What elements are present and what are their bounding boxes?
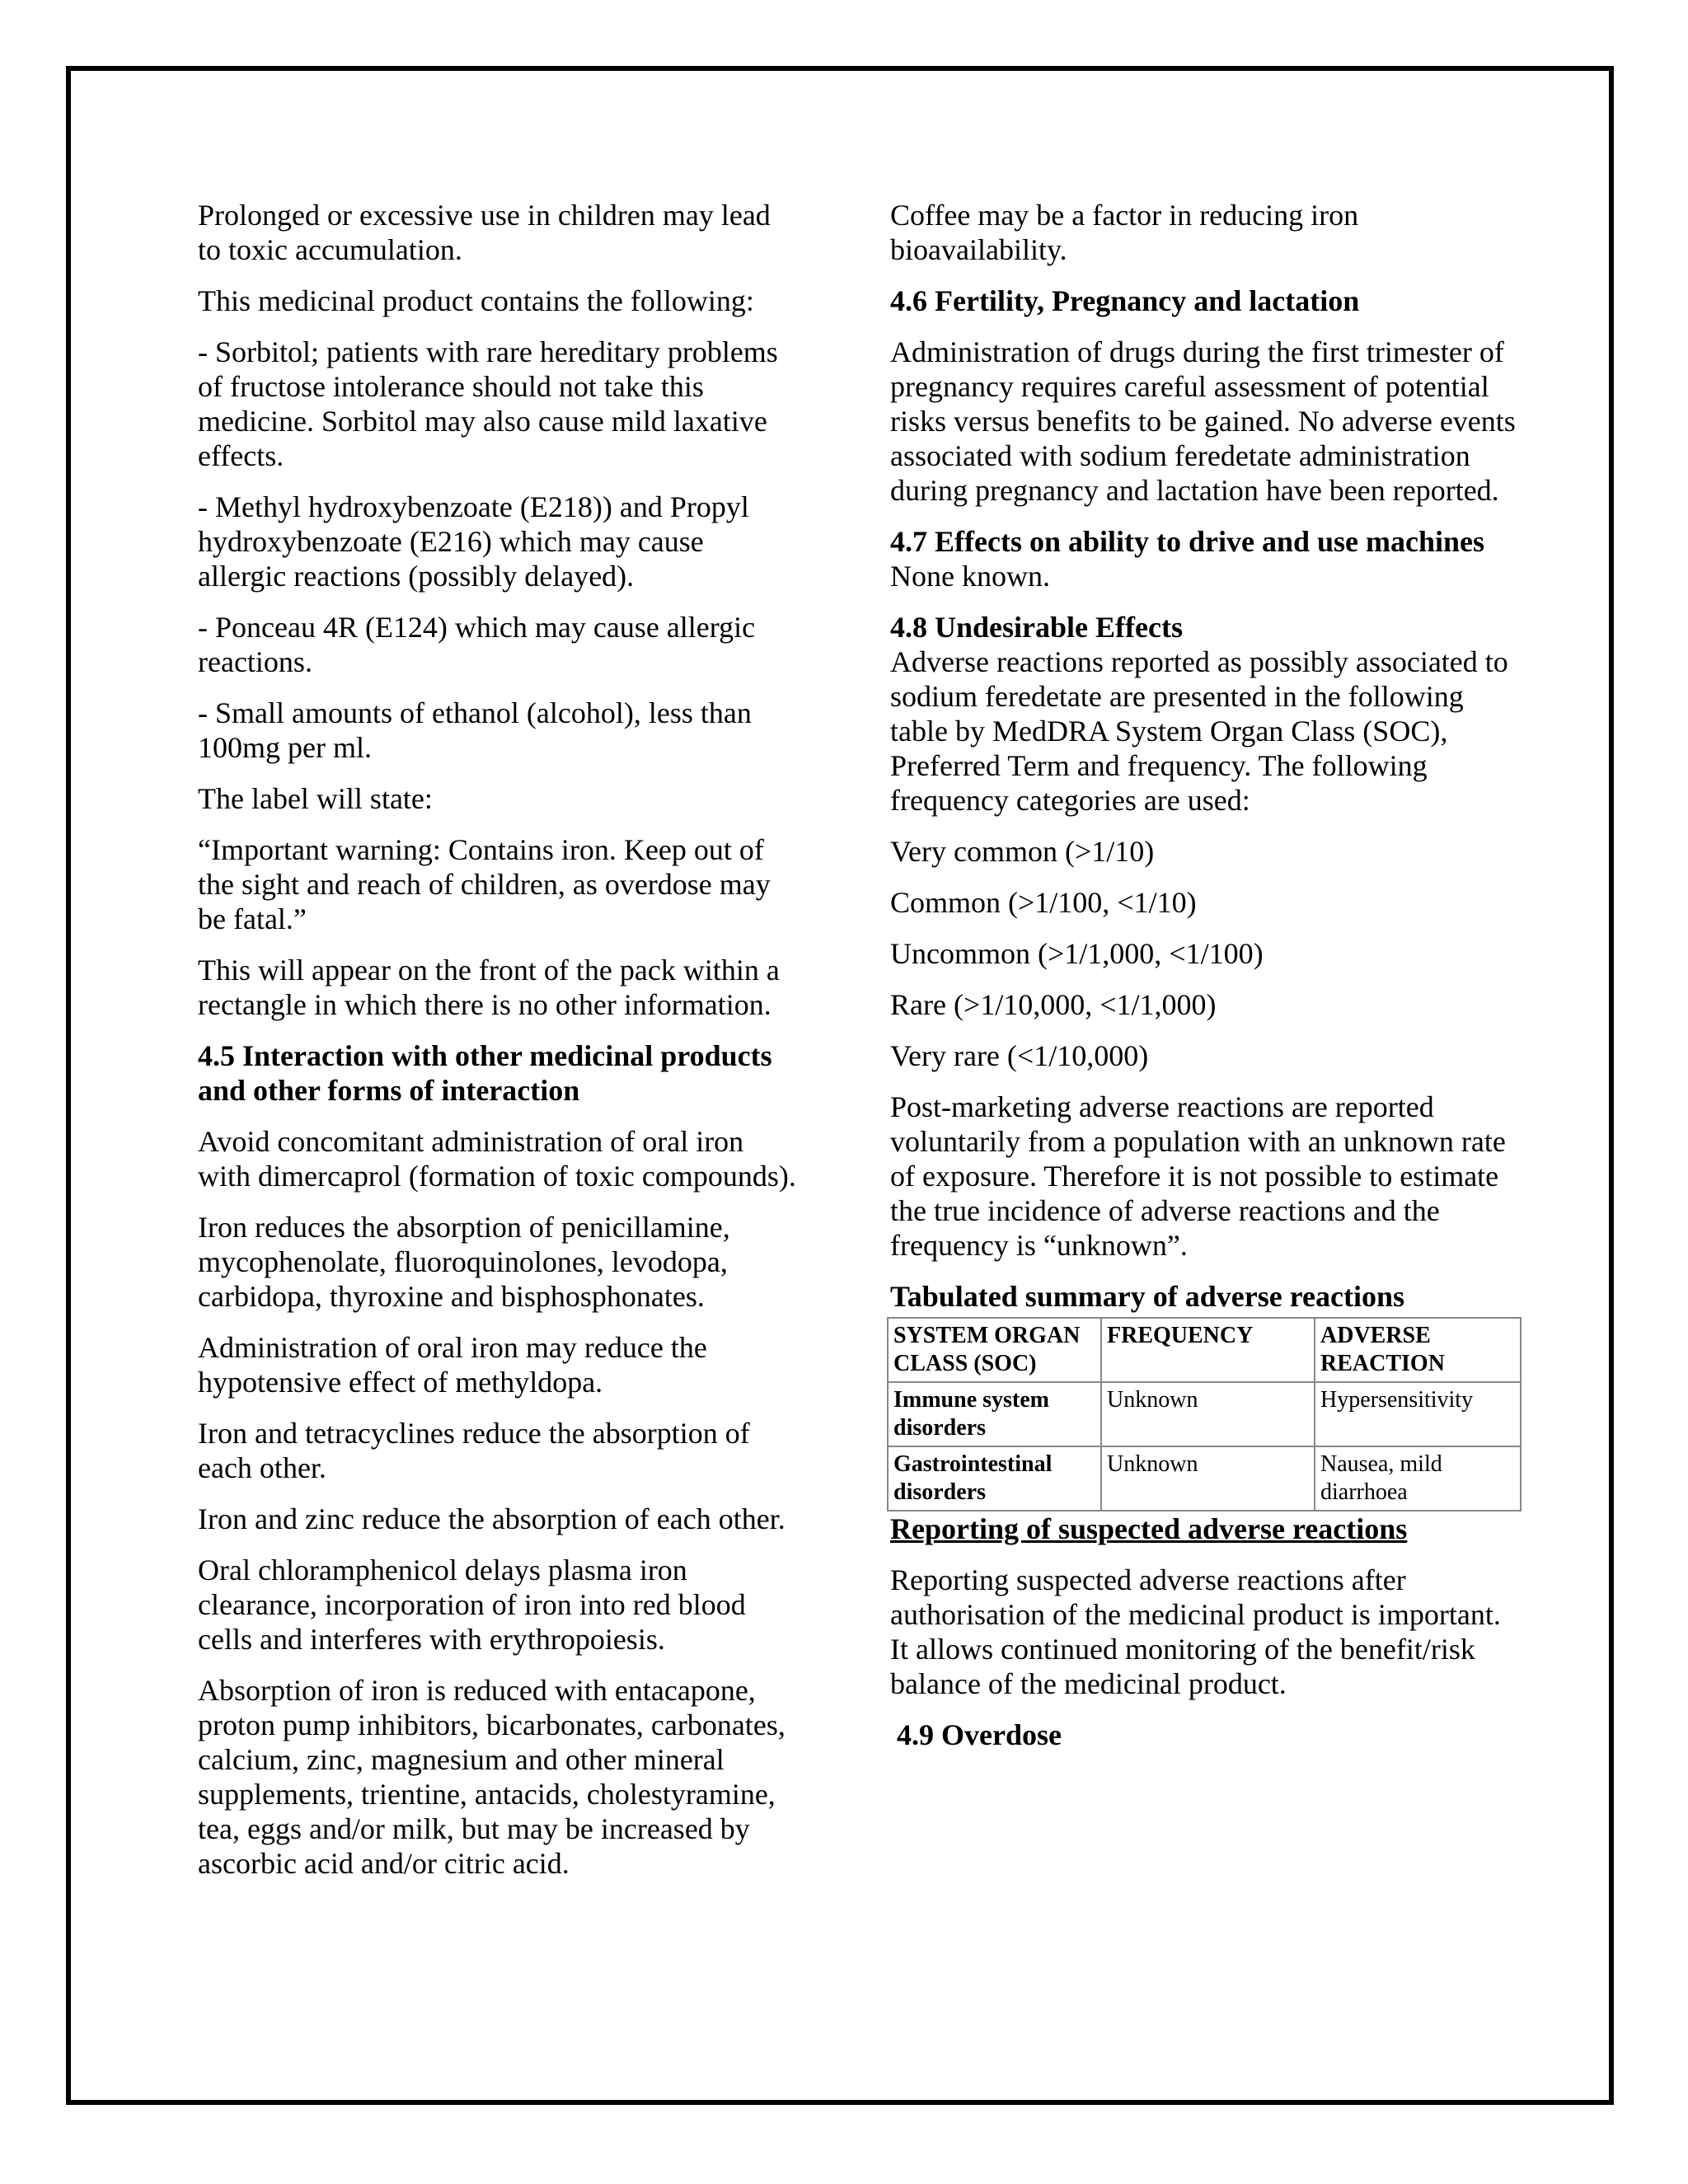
table-row — [888, 1446, 1521, 1511]
paragraph: - Methyl hydroxybenzoate (E218)) and Propyl hydroxybenzoate (E216) which may cause allergic reactions (possibly delayed). — [198, 490, 749, 593]
column-header: FREQUENCY — [1101, 1318, 1315, 1382]
frequency-category: Rare (>1/10,000, <1/1,000) — [890, 988, 1217, 1021]
frequency-category: Uncommon (>1/1,000, <1/100) — [890, 937, 1264, 970]
right-column — [890, 198, 1517, 1769]
paragraph: Iron and zinc reduce the absorption of each other. — [198, 1502, 785, 1535]
table-cell: Unknown — [1101, 1382, 1315, 1446]
paragraph: Administration of oral iron may reduce the hypotensive effect of methyldopa. — [198, 1331, 707, 1399]
column-header: SYSTEM ORGAN CLASS (SOC) — [888, 1318, 1101, 1382]
paragraph: Administration of drugs during the first trimester of pregnancy requires careful assessment of potential risks versus benefits to be gained. No adverse events associated with sodium feredetate administration during pregnancy and lactation have been reported. — [890, 335, 1516, 507]
left-column — [198, 198, 799, 1897]
section-heading-4-5: 4.5 Interaction with other medicinal products and other forms of interaction — [198, 1039, 772, 1107]
paragraph: None known. — [890, 560, 1050, 593]
paragraph: Prolonged or excessive use in children may lead to toxic accumulation. — [198, 199, 771, 266]
table-cell: Unknown — [1101, 1446, 1315, 1511]
section-heading-4-7: 4.7 Effects on ability to drive and use machines — [890, 525, 1485, 558]
frequency-category: Very rare (<1/10,000) — [890, 1039, 1149, 1072]
paragraph: Iron reduces the absorption of penicillamine, mycophenolate, fluoroquinolones, levodopa, carbidopa, thyroxine and bisphosphonates. — [198, 1211, 730, 1313]
table-cell: Gastrointestinal disorders — [888, 1446, 1101, 1511]
section-heading-4-6: 4.6 Fertility, Pregnancy and lactation — [890, 284, 1360, 317]
paragraph: The label will state: — [198, 782, 433, 815]
table-header-row — [888, 1318, 1521, 1382]
paragraph: Iron and tetracyclines reduce the absorption of each other. — [198, 1417, 750, 1484]
paragraph: - Sorbitol; patients with rare hereditary problems of fructose intolerance should not take this medicine. Sorbitol may also cause mild laxative effects. — [198, 335, 778, 472]
table-row — [888, 1382, 1521, 1446]
table-cell: Nausea, mild diarrhoea — [1315, 1446, 1521, 1511]
paragraph: Reporting suspected adverse reactions after authorisation of the medicinal product is important. It allows continued monitoring of the benefit/risk balance of the medicinal product. — [890, 1563, 1501, 1700]
paragraph: - Small amounts of ethanol (alcohol), less than 100mg per ml. — [198, 696, 752, 764]
section-heading-4-9: 4.9 Overdose — [897, 1718, 1062, 1751]
reporting-heading: Reporting of suspected adverse reactions — [890, 1512, 1408, 1545]
paragraph: Avoid concomitant administration of oral iron with dimercaprol (formation of toxic compounds). — [198, 1125, 796, 1193]
paragraph: This will appear on the front of the pack within a rectangle in which there is no other information. — [198, 954, 780, 1021]
paragraph: Adverse reactions reported as possibly associated to sodium feredetate are presented in the following table by MedDRA System Organ Class (SOC), Preferred Term and frequency. The following frequency categories are used: — [890, 645, 1508, 817]
adverse-reactions-table — [887, 1317, 1522, 1511]
column-header: ADVERSE REACTION — [1315, 1318, 1521, 1382]
paragraph: Coffee may be a factor in reducing iron bioavailability. — [890, 199, 1359, 266]
table-cell: Immune system disorders — [888, 1382, 1101, 1446]
label-warning-quote: “Important warning: Contains iron. Keep out of the sight and reach of children, as overdose may be fatal.” — [198, 833, 771, 935]
paragraph: Post-marketing adverse reactions are reported voluntarily from a population with an unknown rate of exposure. Therefore it is not possible to estimate the true incidence of adverse reactions and the frequency is “unknown”. — [890, 1090, 1506, 1262]
frequency-category: Very common (>1/10) — [890, 835, 1155, 868]
paragraph: Absorption of iron is reduced with entacapone, proton pump inhibitors, bicarbonates, carbonates, calcium, zinc, magnesium and other mineral supplements, trientine, antacids, cholestyramine, tea, eggs and/or milk, but may be increased by ascorbic acid and/or citric acid. — [198, 1674, 785, 1880]
frequency-category: Common (>1/100, <1/10) — [890, 886, 1197, 919]
table-title: Tabulated summary of adverse reactions — [890, 1280, 1404, 1313]
section-heading-4-8: 4.8 Undesirable Effects — [890, 611, 1183, 644]
paragraph: Oral chloramphenicol delays plasma iron clearance, incorporation of iron into red blood cells and interferes with erythropoiesis. — [198, 1554, 746, 1656]
table-cell: Hypersensitivity — [1315, 1382, 1521, 1446]
paragraph: - Ponceau 4R (E124) which may cause allergic reactions. — [198, 611, 756, 678]
paragraph: This medicinal product contains the following: — [198, 284, 754, 317]
